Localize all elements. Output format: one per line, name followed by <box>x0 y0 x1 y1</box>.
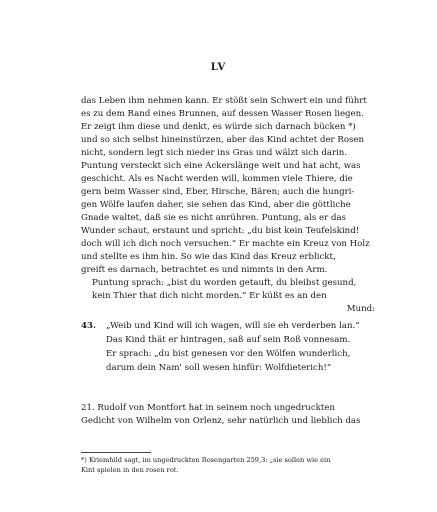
text-line: das Leben ihm nehmen kann. Er stößt sein Schwert ein und führt <box>81 96 367 106</box>
paragraph-line: 21. Rudolf von Montfort hat in seinem noch ungedruckten <box>81 403 335 413</box>
text-line: Wunder schaut, erstaunt und spricht: „du bist kein Teufelskind! <box>81 226 360 236</box>
paragraph-line: Gedicht von Wilhelm von Orlenz, sehr natürlich und lieblich das <box>81 416 361 426</box>
verse-line: Er sprach: „du bist genesen vor den Wölfen wunderlich, <box>106 349 351 359</box>
footnote-rule <box>81 452 151 453</box>
verse-number: 43. <box>81 321 96 331</box>
text-line: gern beim Wasser sind, Eber, Hirsche, Bären; auch die hungri- <box>81 187 355 197</box>
footnote-line: Kint spielen in den rosen rot. <box>81 466 179 474</box>
speech-line: kein Thier that dich nicht morden.“ Er küßt es an den <box>92 291 327 301</box>
verse-line: darum dein Nam' soll wesen hinfür: Wolfdieterich!“ <box>106 363 332 373</box>
text-line: Puntung versteckt sich eine Ackerslänge weit und hat acht, was <box>81 161 361 171</box>
text-line: Er zeigt ihm diese und denkt, es würde sich darnach bücken *) <box>81 122 356 132</box>
speech-end: Mund: <box>346 304 375 314</box>
text-line: nicht, sondern legt sich nieder ins Gras und wälzt sich darin. <box>81 148 348 158</box>
text-line: gen Wölfe laufen daher, sie sehen das Kind, aber die göttliche <box>81 200 351 210</box>
text-line: doch will ich dich noch versuchen.“ Er machte ein Kreuz von Holz <box>81 239 370 249</box>
verse-line: „Weib und Kind will ich wagen, will sie eh verderben lan.“ <box>106 321 360 331</box>
text-line: greift es darnach, betrachtet es und nimmts in den Arm. <box>81 265 328 275</box>
page-number-header: LV <box>210 62 227 73</box>
text-line: es zu dem Rand eines Brunnen, auf dessen Wasser Rosen liegen. <box>81 109 364 119</box>
speech-line: Puntung sprach: „bist du worden getauft, du bleibst gesund, <box>92 278 357 288</box>
text-line: geschicht. Als es Nacht werden will, kommen viele Thiere, die <box>81 174 353 184</box>
footnote-line: *) Kriemhild sagt, im ungedruckten Rosengarten 259,3: „sie sollen wie ein <box>81 456 331 464</box>
text-line: Gnade waltet, daß sie es nicht anrühren. Puntung, als er das <box>81 213 346 223</box>
verse-line: Das Kind thät er hintragen, saß auf sein Roß vonnesam. <box>106 335 351 345</box>
text-line: und stellte es ihm hin. So wie das Kind das Kreuz erblickt, <box>81 252 336 262</box>
text-line: und so sich selbst hineinstürzen, aber das Kind achtet der Rosen <box>81 135 365 145</box>
